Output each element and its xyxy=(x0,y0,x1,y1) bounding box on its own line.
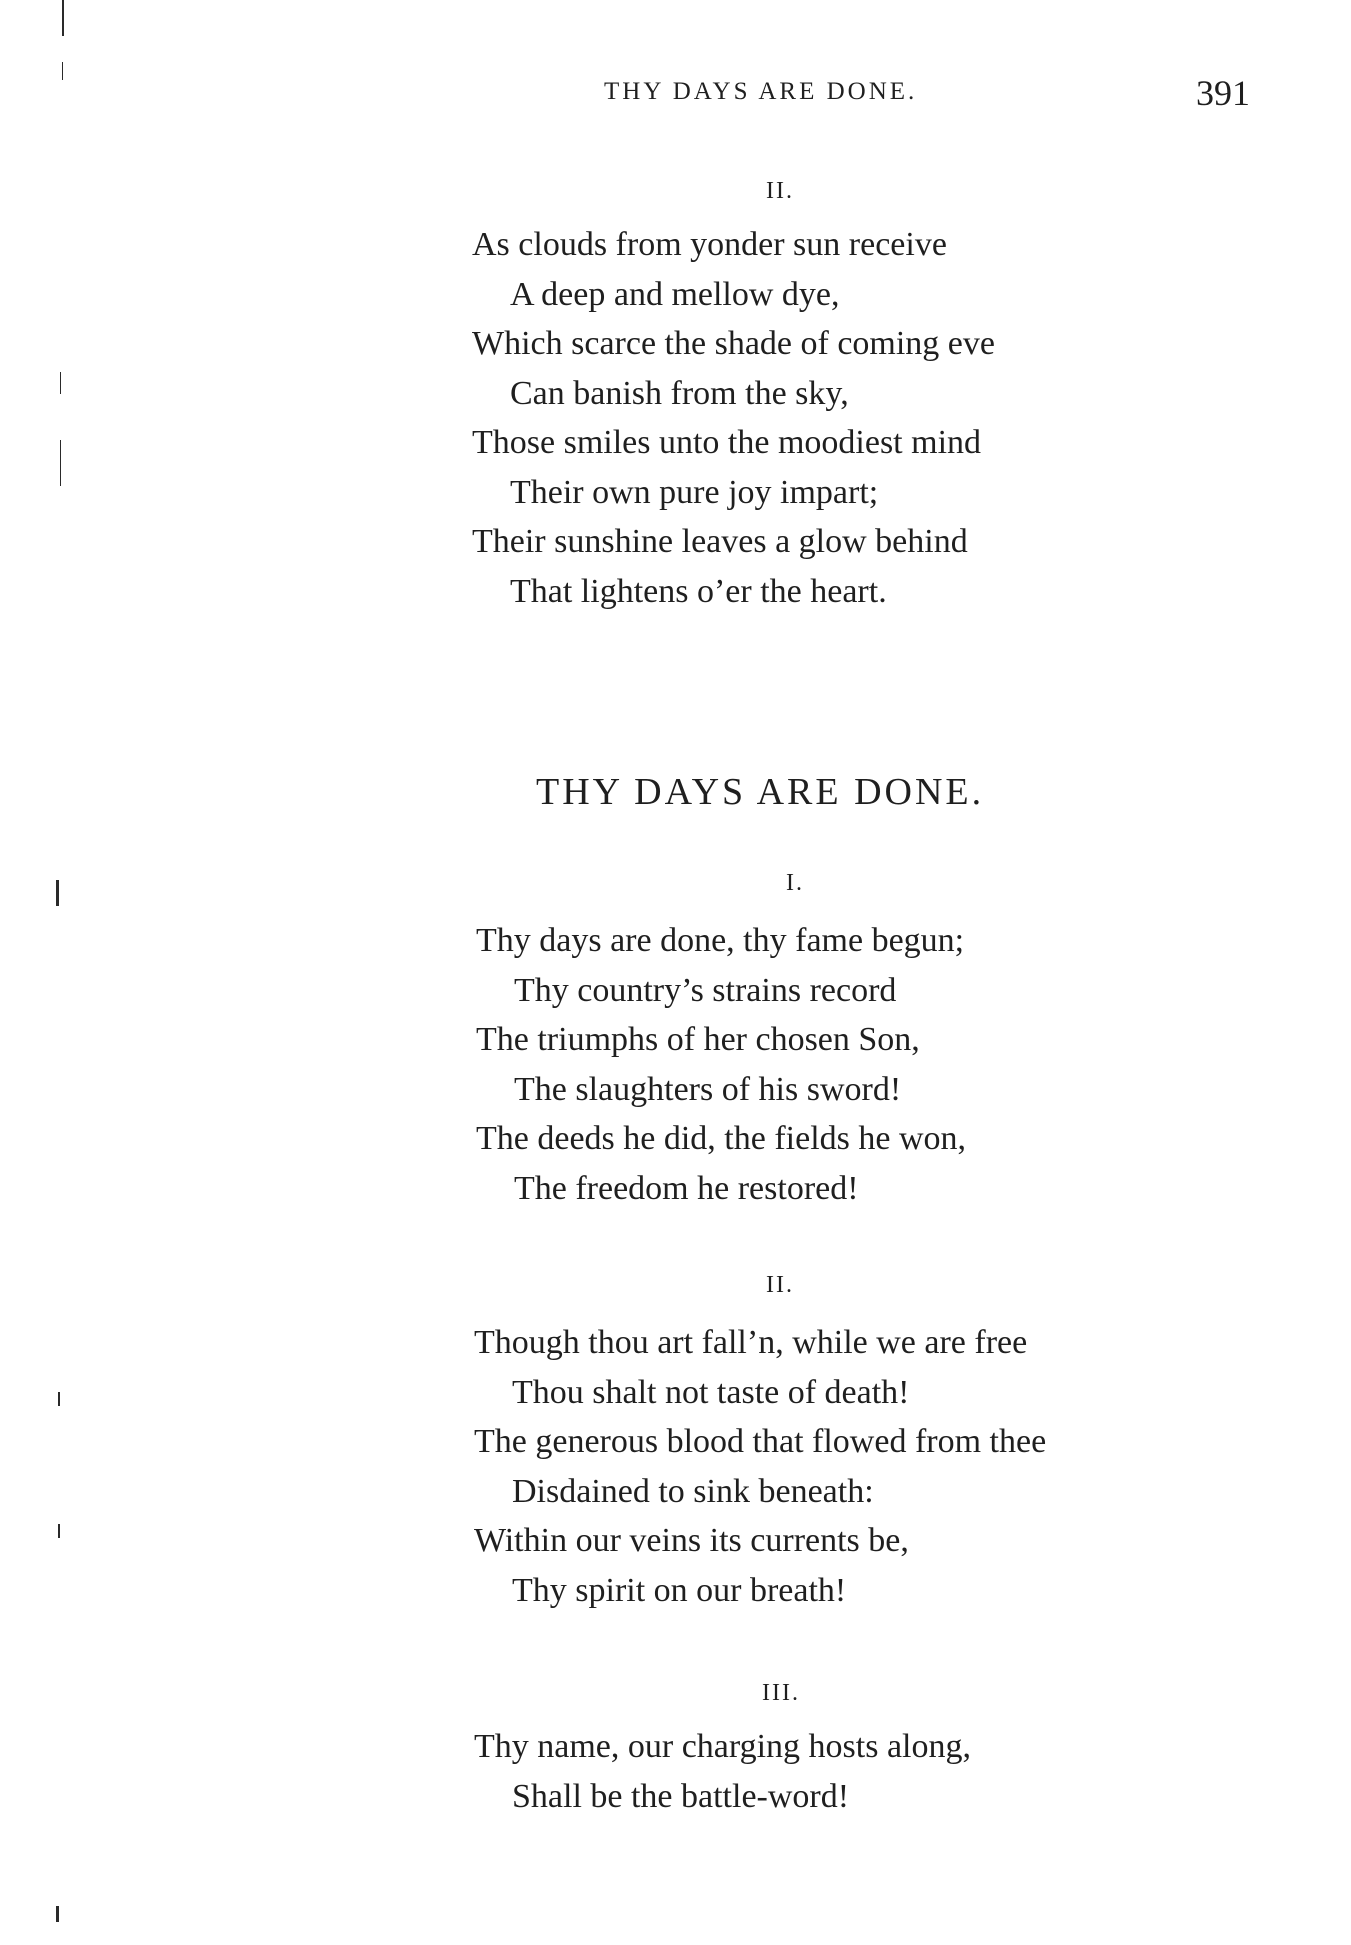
scan-artifact-mark xyxy=(56,880,59,906)
stanza-numeral: III. xyxy=(762,1680,800,1706)
verse-line: Thy spirit on our breath! xyxy=(512,1571,847,1609)
verse-line: Thy days are done, thy fame begun; xyxy=(476,922,965,959)
scan-artifact-mark xyxy=(58,1392,60,1406)
verse-line: Within our veins its currents be, xyxy=(474,1522,909,1559)
verse-line: Shall be the battle-word! xyxy=(512,1777,850,1815)
verse-line: Can banish from the sky, xyxy=(510,374,849,412)
verse-line: Though thou art fall’n, while we are free xyxy=(474,1324,1028,1361)
verse-line: The freedom he restored! xyxy=(514,1169,859,1207)
page-number: 391 xyxy=(1196,73,1250,113)
stanza-numeral: II. xyxy=(766,1272,794,1298)
scan-artifact-mark xyxy=(56,1906,59,1922)
verse-line: The deeds he did, the fields he won, xyxy=(476,1120,967,1157)
stanza xyxy=(474,1722,971,1821)
verse-line: That lightens o’er the heart. xyxy=(510,572,887,610)
verse-line: Their own pure joy impart; xyxy=(510,473,879,511)
running-head: THY DAYS ARE DONE. xyxy=(604,78,918,105)
verse-line: Thy name, our charging hosts along, xyxy=(474,1728,972,1765)
scan-artifact-mark xyxy=(62,0,64,36)
verse-line: The slaughters of his sword! xyxy=(514,1070,902,1108)
scan-artifact-mark xyxy=(60,372,61,394)
verse-line: Disdained to sink beneath: xyxy=(512,1472,874,1510)
stanza-numeral: II. xyxy=(766,178,794,204)
verse-line: Thou shalt not taste of death! xyxy=(512,1373,910,1411)
scan-artifact-mark xyxy=(62,62,63,80)
stanza xyxy=(472,220,995,616)
verse-line: The generous blood that flowed from thee xyxy=(474,1423,1047,1460)
stanza-numeral: I. xyxy=(786,870,804,896)
stanza xyxy=(476,916,966,1213)
verse-line: Which scarce the shade of coming eve xyxy=(472,325,995,362)
verse-line: A deep and mellow dye, xyxy=(510,275,840,313)
poem-title: THY DAYS ARE DONE. xyxy=(536,771,985,813)
verse-line: Those smiles unto the moodiest mind xyxy=(472,424,982,461)
scan-artifact-mark xyxy=(60,440,61,486)
stanza xyxy=(474,1318,1046,1615)
verse-line: The triumphs of her chosen Son, xyxy=(476,1021,920,1058)
verse-line: Thy country’s strains record xyxy=(514,971,897,1009)
verse-line: As clouds from yonder sun receive xyxy=(472,226,947,263)
scan-artifact-mark xyxy=(58,1524,60,1538)
verse-line: Their sunshine leaves a glow behind xyxy=(472,523,968,560)
